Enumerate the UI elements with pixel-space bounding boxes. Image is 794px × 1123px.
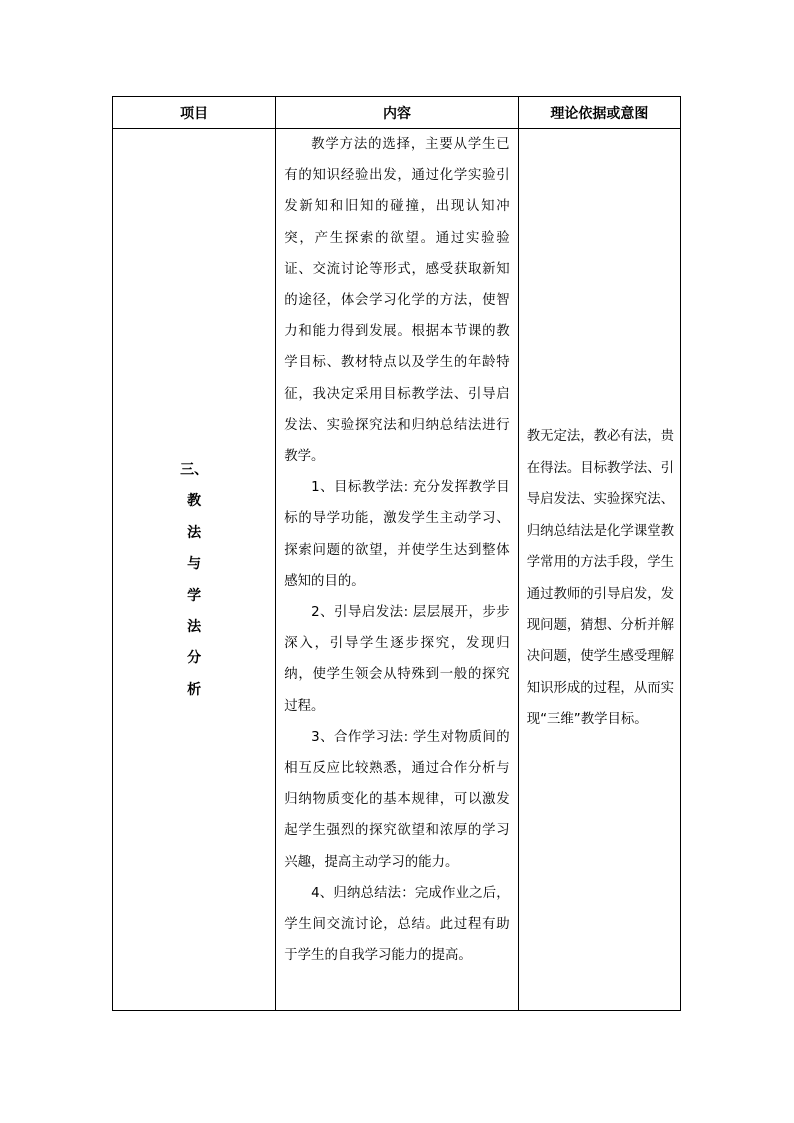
project-line: 分 [187, 650, 202, 667]
content-text [276, 129, 517, 971]
lesson-analysis-table [112, 96, 681, 1011]
theory-text: 教无定法，教必有法，贵在得法。目标教学法、引导启发法、实验探究法、归纳总结法是化学课堂教学常用的方法手段，学生通过教师的引导启发，发现问题，猜想、分析并解决问题，使学生感受理解知识形成的过程，从而实现“三维”教学目标。 [526, 429, 674, 728]
project-line: 学 [187, 587, 202, 604]
content-cell [276, 129, 518, 1011]
content-paragraph: 教学方法的选择，主要从学生已有的知识经验出发，通过化学实验引发新知和旧知的碰撞，出现认知冲突，产生探索的欲望。通过实验验证、交流讨论等形式，感受获取新知的途径，体会学习化学的方法，使智力和能力得到发展。根据本节课的教学目标、教材特点以及学生的年龄特征，我决定采用目标教学法、引导启发法、实验探究法和归纳总结法进行教学。 [284, 137, 510, 465]
project-line: 教 [187, 493, 202, 510]
content-paragraph: 1、目标教学法: 充分发挥教学目标的导学功能，激发学生主动学习、探索问题的欲望，并使学生达到整体感知的目的。 [284, 480, 510, 589]
project-cell [113, 129, 276, 1011]
header-project: 项目 [113, 97, 276, 129]
content-paragraph: 3、合作学习法: 学生对物质间的相互反应比较熟悉，通过合作分析与归纳物质变化的基本规律，可以激发起学生强烈的探究欲望和浓厚的学习兴趣，提高主动学习的能力。 [284, 729, 510, 870]
content-paragraph: 2、引导启发法: 层层展开，步步深入，引导学生逐步探究，发现归纳，使学生领会从特殊到一般的探究过程。 [284, 605, 510, 714]
table-header-row [113, 97, 681, 129]
table-row [113, 129, 681, 1011]
project-title [180, 455, 208, 706]
project-line: 法 [187, 618, 202, 635]
theory-cell [518, 129, 680, 1011]
header-content: 内容 [276, 97, 518, 129]
project-line: 析 [187, 681, 202, 698]
project-line: 三、 [180, 461, 209, 478]
project-line: 与 [187, 556, 202, 573]
content-paragraph: 4、归纳总结法：完成作业之后，学生间交流讨论，总结。此过程有助于学生的自我学习能力的提高。 [284, 885, 510, 964]
header-theory: 理论依据或意图 [518, 97, 680, 129]
project-line: 法 [187, 524, 202, 541]
